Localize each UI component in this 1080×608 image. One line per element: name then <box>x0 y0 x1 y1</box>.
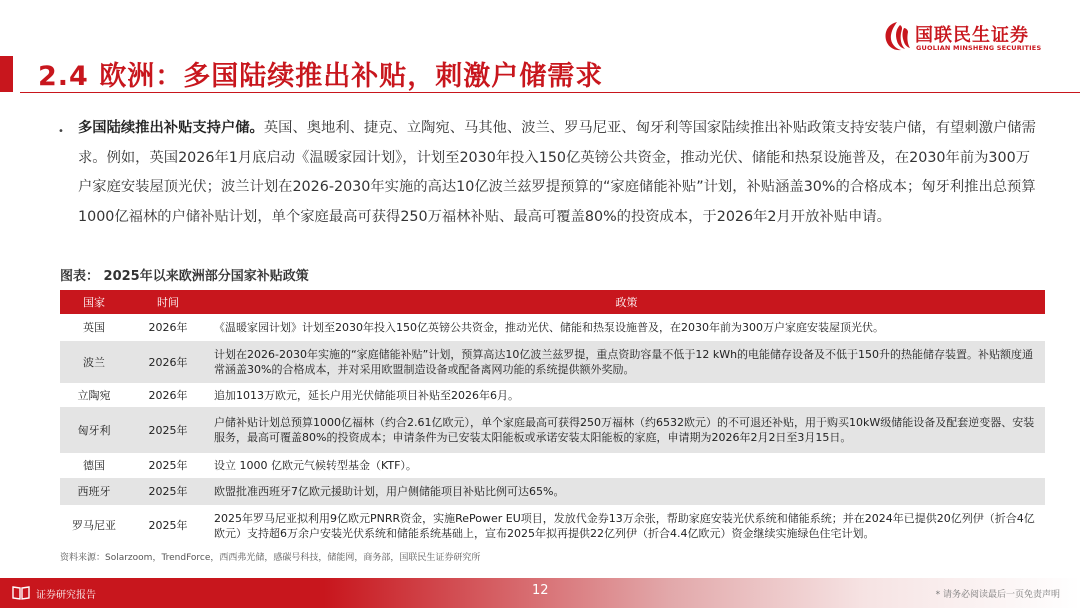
row-year: 2025年 <box>148 519 188 532</box>
row-policy: 设立 1000 亿欧元气候转型基金（KTF）。 <box>214 459 417 472</box>
table-row <box>60 383 1045 407</box>
row-policy: 计划在2026-2030年实施的“家庭储能补贴”计划，预算高达10亿波兰兹罗提，重点资助容量不低于12 kWh的电能储存设备及不低于150升的热能储存装置。补贴额度通常涵盖30%的合格成本，并对采用欧盟制造设备或配备离网功能的系统提供额外奖励。 <box>208 341 1045 383</box>
subsidy-policy-table <box>60 290 1045 546</box>
table-row <box>60 453 1045 478</box>
row-year: 2025年 <box>128 478 208 505</box>
paragraph-text: 英国、奥地利、捷克、立陶宛、马其他、波兰、罗马尼亚、匈牙利等国家陆续推出补贴政策支持安装户储，有望刺激户储需求。例如，英国2026年1月底启动《温暖家园计划》，计划至2030年投入150亿英镑公共资金，推动光伏、储能和热泵设施普及，在2030年前为300万户家庭安装屋顶光伏；波兰计划在2026-2030年实施的高达10亿波兰兹罗提预算的“家庭储能补贴”计划，补贴涵盖30%的合格成本；匈牙利推出总预算1000亿福林的户储补贴计划，单个家庭最高可获得250万福林补贴、最高可覆盖80%的投资成本，于2026年2月开放补贴申请。 <box>78 120 1036 225</box>
row-country: 罗马尼亚 <box>72 519 116 532</box>
page-title: 2.4 欧洲：多国陆续推出补贴，刺激户储需求 <box>38 61 604 92</box>
row-year: 2026年 <box>148 388 188 402</box>
page-title-bar <box>0 54 1080 96</box>
disclaimer-note: * 请务必阅读最后一页免责声明 <box>935 590 1060 600</box>
row-year: 2026年 <box>148 321 188 334</box>
brand-logo <box>882 20 1052 56</box>
row-country: 匈牙利 <box>60 407 128 453</box>
open-book-icon <box>12 585 30 600</box>
paragraph-lead: 多国陆续推出补贴支持户储。 <box>78 120 264 136</box>
row-policy: 户储补贴计划总预算1000亿福林（约合2.61亿欧元），单个家庭最高可获得250万福林（约6532欧元）的不可退还补贴，用于购买10kW级储能设备及配套逆变器、安装服务，最高可覆盖80%的投资成本；申请条件为已安装太阳能板或承诺安装太阳能板的家庭，申请期为2026年2月2日至3月15日。 <box>208 407 1045 453</box>
row-country: 英国 <box>83 321 105 334</box>
header-year: 时间 <box>128 290 208 314</box>
row-country: 立陶宛 <box>77 388 111 402</box>
table-row <box>60 505 1045 546</box>
row-year: 2026年 <box>128 341 208 383</box>
source-note: 资料来源：Solarzoom，TrendForce，西西弗光储，感碳号科技，储能网，商务部，国联民生证券研究所 <box>60 553 481 563</box>
row-policy: 欧盟批准西班牙7亿欧元援助计划，用户侧储能项目补贴比例可达65%。 <box>208 478 1045 505</box>
brand-logo-icon <box>882 20 912 52</box>
figure-caption: 图表： 2025年以来欧洲部分国家补贴政策 <box>60 269 309 284</box>
title-accent-block <box>0 56 13 92</box>
header-country: 国家 <box>60 290 128 314</box>
table-row <box>60 407 1045 453</box>
row-policy: 2025年罗马尼亚拟利用9亿欧元PNRR资金，实施RePower EU项目，发放代金券13万余张，帮助家庭安装光伏系统和储能系统；并在2024年已提供20亿列伊（折合4亿欧元）支持超6万余户安装光伏系统和储能系统基础上，宣布2025年拟再提供22亿列伊（折合4.4亿欧元）资金继续实施绿色住宅计划。 <box>214 511 1035 540</box>
header-policy: 政策 <box>208 290 1045 314</box>
row-country: 德国 <box>83 459 105 472</box>
page-number: 12 <box>532 583 549 598</box>
table-row <box>60 314 1045 341</box>
row-year: 2025年 <box>128 407 208 453</box>
row-country: 西班牙 <box>60 478 128 505</box>
title-underline <box>20 92 1080 93</box>
table-row <box>60 478 1045 505</box>
row-policy: 《温暖家园计划》计划至2030年投入150亿英镑公共资金，推动光伏、储能和热泵设施普及，在2030年前为300万户家庭安装屋顶光伏。 <box>214 321 884 334</box>
row-country: 波兰 <box>60 341 128 383</box>
footer-bar <box>0 578 1080 608</box>
bullet-marker: • <box>58 126 64 137</box>
row-policy: 追加1013万欧元，延长户用光伏储能项目补贴至2026年6月。 <box>214 388 519 402</box>
table-row <box>60 341 1045 383</box>
table-header-row <box>60 290 1045 314</box>
brand-subtitle: GUOLIAN MINSHENG SECURITIES <box>916 44 1042 52</box>
footer-label: 证券研究报告 <box>36 590 96 601</box>
body-paragraph <box>78 114 1038 232</box>
row-year: 2025年 <box>148 459 188 472</box>
brand-name: 国联民生证券 <box>915 25 1029 46</box>
